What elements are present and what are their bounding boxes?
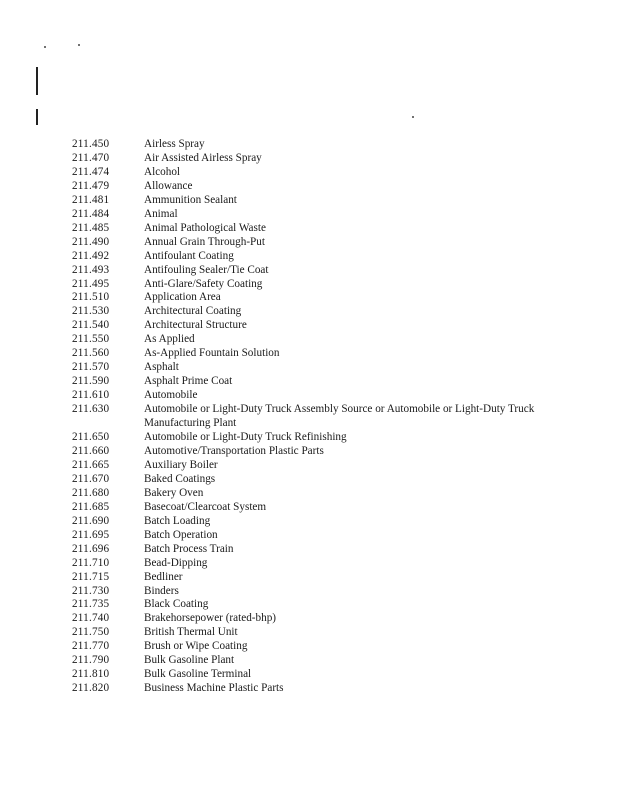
list-item [0,138,619,152]
defined-term: Animal Pathological Waste [144,221,266,234]
defined-term: Bulk Gasoline Plant [144,654,235,667]
defined-term: Application Area [144,291,221,304]
defined-term: Brakehorsepower (rated-bhp) [144,612,277,625]
list-item [0,557,619,571]
list-item [0,626,619,640]
section-code: 211.570 [72,361,110,374]
list-item [0,236,619,250]
defined-term: Black Coating [144,598,209,611]
list-item [0,403,619,431]
list-item [0,682,619,696]
defined-term: Binders [144,584,179,597]
defined-term: Allowance [144,179,193,192]
list-item [0,654,619,668]
defined-term: Annual Grain Through-Put [144,235,265,248]
defined-term: Baked Coatings [144,472,216,485]
defined-term: Bulk Gasoline Terminal [144,668,252,681]
list-item [0,166,619,180]
section-code: 211.485 [72,221,110,234]
defined-term: Anti-Glare/Safety Coating [144,277,263,290]
defined-term: Basecoat/Clearcoat System [144,500,267,513]
list-item [0,264,619,278]
scan-speck [412,116,414,118]
section-code: 211.735 [72,598,110,611]
list-item [0,598,619,612]
section-code: 211.490 [72,235,110,248]
list-item [0,152,619,166]
definition-list [0,138,619,696]
list-item [0,250,619,264]
defined-term: Automobile or Light-Duty Truck Assembly Source or Automobile or Light-Duty Truck Manufacturing Plant [144,403,535,430]
list-item [0,208,619,222]
list-item [0,459,619,473]
list-item [0,431,619,445]
defined-term: Automobile or Light-Duty Truck Refinishing [144,431,347,444]
section-code: 211.770 [72,640,110,653]
list-item [0,180,619,194]
list-item [0,501,619,515]
section-code: 211.484 [72,207,110,220]
section-code: 211.492 [72,249,110,262]
section-code: 211.450 [72,138,110,150]
section-code: 211.680 [72,486,110,499]
defined-term: Brush or Wipe Coating [144,640,248,653]
margin-bar [36,67,38,95]
section-code: 211.715 [72,570,110,583]
section-code: 211.696 [72,542,110,555]
section-code: 211.820 [72,682,110,695]
section-code: 211.550 [72,333,110,346]
list-item [0,361,619,375]
section-code: 211.530 [72,305,110,318]
list-item [0,347,619,361]
list-item [0,319,619,333]
section-code: 211.560 [72,347,110,360]
defined-term: Antifouling Sealer/Tie Coat [144,263,269,276]
list-item [0,389,619,403]
list-item [0,278,619,292]
defined-term: Bead-Dipping [144,556,208,569]
list-item [0,194,619,208]
list-item [0,291,619,305]
defined-term: Bakery Oven [144,486,204,499]
list-item [0,333,619,347]
list-item [0,473,619,487]
margin-bar [36,109,38,125]
list-item [0,305,619,319]
scan-speck [44,46,46,48]
defined-term: Automotive/Transportation Plastic Parts [144,444,324,457]
list-item [0,585,619,599]
section-code: 211.730 [72,584,110,597]
defined-term: Business Machine Plastic Parts [144,682,284,695]
defined-term: Auxiliary Boiler [144,458,218,471]
section-code: 211.665 [72,458,110,471]
section-code: 211.790 [72,654,110,667]
defined-term: Animal [144,207,178,220]
section-code: 211.750 [72,626,110,639]
section-code: 211.650 [72,431,110,444]
defined-term: Asphalt Prime Coat [144,375,233,388]
defined-term: Batch Loading [144,514,211,527]
defined-term: Bedliner [144,570,183,583]
section-code: 211.630 [72,403,110,416]
defined-term: Architectural Coating [144,305,242,318]
scan-speck [78,44,80,46]
section-code: 211.510 [72,291,110,304]
list-item [0,668,619,682]
list-item [0,571,619,585]
section-code: 211.740 [72,612,110,625]
section-code: 211.610 [72,389,110,402]
defined-term: British Thermal Unit [144,626,238,639]
list-item [0,515,619,529]
defined-term: Ammunition Sealant [144,193,237,206]
section-code: 211.670 [72,472,110,485]
section-code: 211.495 [72,277,110,290]
section-code: 211.710 [72,556,110,569]
list-item [0,543,619,557]
section-code: 211.479 [72,179,110,192]
defined-term: Asphalt [144,361,179,374]
defined-term: As-Applied Fountain Solution [144,347,280,360]
section-code: 211.470 [72,151,110,164]
section-code: 211.590 [72,375,110,388]
list-item [0,222,619,236]
section-code: 211.690 [72,514,110,527]
defined-term: Antifoulant Coating [144,249,234,262]
defined-term: Air Assisted Airless Spray [144,151,262,164]
defined-term: Alcohol [144,165,181,178]
list-item [0,487,619,501]
defined-term: Automobile [144,389,198,402]
defined-term: Airless Spray [144,138,205,150]
list-item [0,375,619,389]
section-code: 211.685 [72,500,110,513]
section-code: 211.493 [72,263,110,276]
list-item [0,612,619,626]
section-code: 211.474 [72,165,110,178]
section-code: 211.481 [72,193,110,206]
section-code: 211.810 [72,668,110,681]
defined-term: Batch Process Train [144,542,234,555]
defined-term: Batch Operation [144,528,218,541]
list-item [0,640,619,654]
section-code: 211.660 [72,444,110,457]
defined-term: Architectural Structure [144,319,247,332]
list-item [0,445,619,459]
list-item [0,529,619,543]
section-code: 211.540 [72,319,110,332]
section-code: 211.695 [72,528,110,541]
defined-term: As Applied [144,333,195,346]
